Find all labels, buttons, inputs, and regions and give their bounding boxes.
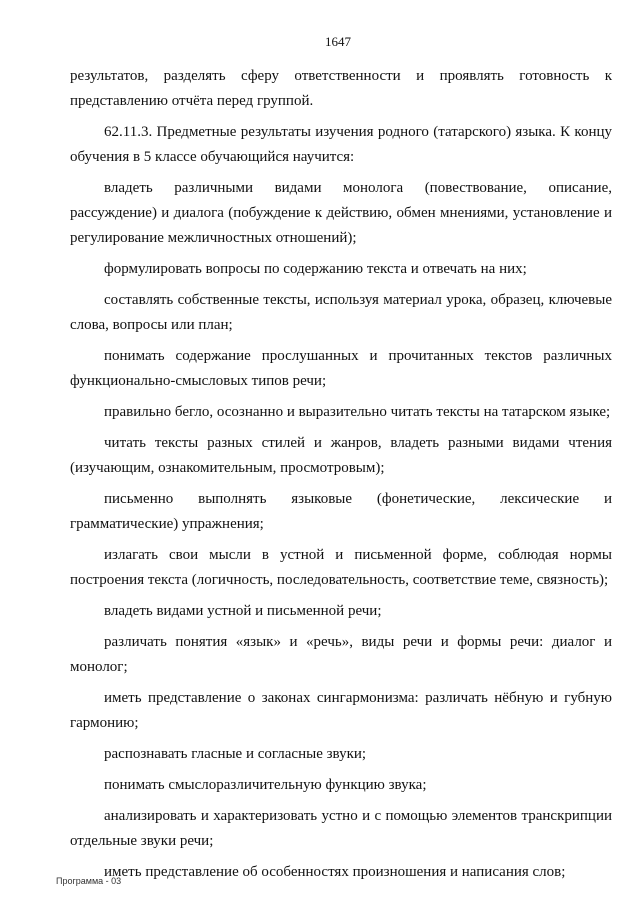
- list-item: понимать содержание прослушанных и прочитанных текстов различных функционально-смысловых типов речи;: [70, 348, 612, 389]
- list-item: излагать свои мысли в устной и письменной форме, соблюдая нормы построения текста (логичность, последовательность, соответствие теме, связность);: [70, 547, 612, 588]
- footer-label: Программа - 03: [56, 876, 122, 886]
- list-item: различать понятия «язык» и «речь», виды речи и формы речи: диалог и монолог;: [70, 634, 612, 675]
- list-item: понимать смыслоразличительную функцию звука;: [104, 777, 427, 793]
- paragraph-continuation: результатов, разделять сферу ответственности и проявлять готовность к представлению отчёта перед группой.: [70, 68, 612, 109]
- list-item: владеть различными видами монолога (повествование, описание, рассуждение) и диалога (побуждение к действию, обмен мнениями, установление и регулирование межличностных отношений);: [70, 180, 612, 246]
- page-number: 1647: [325, 34, 351, 49]
- list-item: анализировать и характеризовать устно и с помощью элементов транскрипции отдельные звуки речи;: [70, 808, 612, 849]
- list-item: владеть видами устной и письменной речи;: [104, 603, 382, 619]
- list-item: читать тексты разных стилей и жанров, владеть разными видами чтения (изучающим, ознакомительным, просмотровым);: [70, 435, 612, 476]
- list-item: составлять собственные тексты, используя материал урока, образец, ключевые слова, вопросы или план;: [70, 292, 612, 333]
- list-item: иметь представление о законах сингармонизма: различать нёбную и губную гармонию;: [70, 690, 612, 731]
- document-body: [70, 64, 612, 885]
- list-item: формулировать вопросы по содержанию текста и отвечать на них;: [104, 261, 527, 277]
- list-item: иметь представление об особенностях произношения и написания слов;: [104, 864, 566, 880]
- list-item: правильно бегло, осознанно и выразительно читать тексты на татарском языке;: [104, 404, 611, 420]
- paragraph-section-heading: 62.11.3. Предметные результаты изучения родного (татарского) языка. К концу обучения в 5 классе обучающийся научится:: [70, 124, 612, 165]
- list-item: письменно выполнять языковые (фонетические, лексические и грамматические) упражнения;: [70, 491, 612, 532]
- list-item: распознавать гласные и согласные звуки;: [104, 746, 367, 762]
